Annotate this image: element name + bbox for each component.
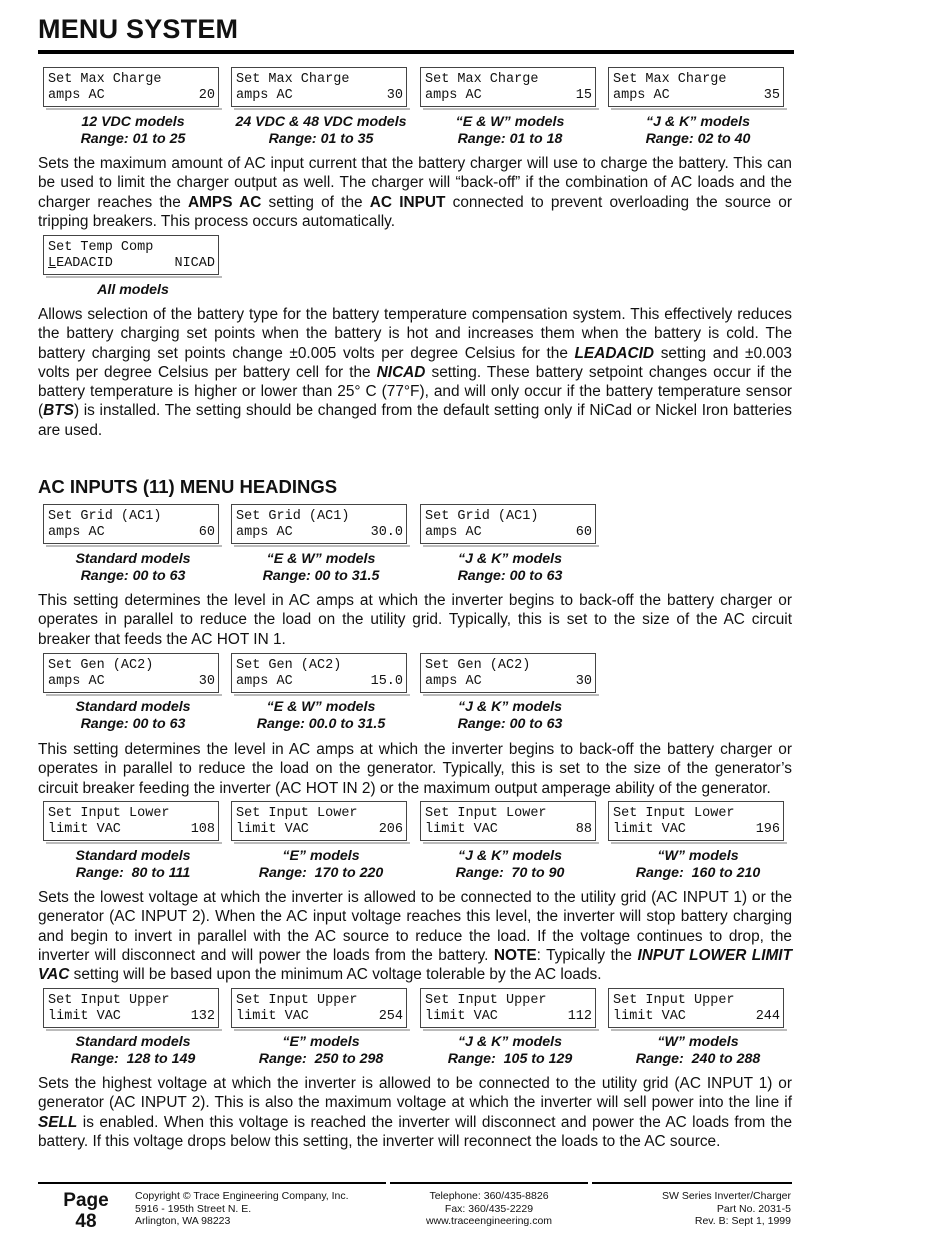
lcd-display-upper-w: [608, 988, 784, 1028]
caption-range: Range: 170 to 220: [258, 865, 384, 881]
caption-model: “J & K” models: [457, 699, 563, 715]
caption-range: Range: 00 to 63: [80, 568, 186, 584]
upper-limit-description: Sets the highest voltage at which the inverter is allowed to be connected to the utility grid (AC INPUT 1) or generator (AC INPUT 2). This is also the maximum voltage at which the inverter will sell power into the line if SELL is enabled. When this voltage is reached the inverter will disconnect and power the AC loads from the battery. If this voltage drops below this setting, the inverter will reconnect the loads to the AC source.: [38, 1075, 792, 1150]
lcd-display-upper-e: [231, 988, 407, 1028]
lcd-value: 244: [755, 1009, 780, 1024]
footer-address-line2: Arlington, WA 98223: [135, 1215, 231, 1228]
caption-upper-w: [610, 1034, 786, 1068]
lcd-line-1: Set Grid (AC1): [236, 509, 350, 524]
caption-model: Standard models: [75, 699, 191, 715]
footer-contact: [390, 1190, 588, 1228]
lcd-value: 108: [190, 822, 215, 837]
lcd-line-1: Set Temp Comp: [48, 240, 154, 255]
caption-grid-standard: [45, 551, 221, 585]
lcd-label: limit VAC: [48, 1009, 121, 1024]
lcd-display-gen-ew: [231, 653, 407, 693]
lcd-value: 88: [575, 822, 592, 837]
footer-part-number: Part No. 2031-5: [716, 1202, 791, 1215]
lcd-display-lower-e: [231, 801, 407, 841]
caption-range: Range: 00 to 63: [457, 568, 563, 584]
caption-model: Standard models: [75, 1034, 191, 1050]
lcd-line-1: Set Grid (AC1): [425, 509, 539, 524]
caption-range: Range: 02 to 40: [645, 131, 751, 147]
lcd-option-rest: EADACID: [56, 256, 113, 271]
lcd-line-1: Set Input Lower: [236, 806, 358, 821]
caption-range: Range: 240 to 288: [635, 1051, 761, 1067]
lcd-display-max-charge-24-48vdc: [231, 67, 407, 107]
caption-model: “J & K” models: [645, 114, 751, 130]
caption-model: “J & K” models: [457, 551, 563, 567]
caption-max-charge-12vdc: [45, 114, 221, 148]
lcd-label: limit VAC: [236, 1009, 309, 1024]
lcd-option-nicad: NICAD: [174, 256, 215, 271]
lcd-value: 60: [198, 525, 215, 540]
lcd-label: amps AC: [425, 525, 482, 540]
caption-model: Standard models: [75, 848, 191, 864]
lcd-value: 254: [378, 1009, 403, 1024]
caption-range: Range: 01 to 18: [457, 131, 563, 147]
caption-max-charge-24-48vdc: [221, 114, 421, 148]
lcd-value: 196: [755, 822, 780, 837]
footer-product: [592, 1190, 791, 1228]
lcd-label: limit VAC: [613, 822, 686, 837]
lcd-line-1: Set Input Upper: [425, 993, 547, 1008]
lcd-display-max-charge-jk: [608, 67, 784, 107]
lcd-label: amps AC: [236, 525, 293, 540]
lower-limit-description: Sets the lowest voltage at which the inverter is allowed to be connected to the utility grid (AC INPUT 1) or the generator (AC INPUT 2). When the AC input voltage reaches this level, the inverter will stop battery charging and begin to invert in parallel with the AC source to reduce the load. If the voltage continues to drop, the inverter will disconnect and will power the loads from the battery. NOTE: Typically the INPUT LOWER LIMIT VAC setting will be based upon the minimum AC voltage tolerable by the AC loads.: [38, 889, 792, 984]
footer-fax: Fax: 360/435-2229: [444, 1202, 534, 1215]
lcd-display-grid-ew: [231, 504, 407, 544]
footer-product-name: SW Series Inverter/Charger: [662, 1190, 791, 1202]
caption-model: “E & W” models: [266, 551, 376, 567]
lcd-line-1: Set Input Upper: [48, 993, 170, 1008]
caption-range: Range: 70 to 90: [455, 865, 565, 881]
lcd-line-1: Set Input Upper: [613, 993, 735, 1008]
lcd-value: 30: [575, 674, 592, 689]
lcd-value: 112: [567, 1009, 592, 1024]
lcd-line-1: Set Input Upper: [236, 993, 358, 1008]
caption-range: Range: 105 to 129: [447, 1051, 573, 1067]
caption-model: Standard models: [75, 551, 191, 567]
footer-address-line1: 5916 - 195th Street N. E.: [135, 1202, 252, 1215]
caption-lower-standard: [45, 848, 221, 882]
lcd-label: amps AC: [236, 88, 293, 103]
lcd-line-1: Set Gen (AC2): [48, 658, 154, 673]
lcd-display-grid-standard: [43, 504, 219, 544]
lcd-value: 15: [575, 88, 592, 103]
lcd-display-gen-standard: [43, 653, 219, 693]
lcd-display-lower-w: [608, 801, 784, 841]
lcd-display-upper-standard: [43, 988, 219, 1028]
page-title: MENU SYSTEM: [38, 14, 239, 44]
lcd-value: 132: [190, 1009, 215, 1024]
lcd-line-1: Set Grid (AC1): [48, 509, 162, 524]
caption-upper-e: [233, 1034, 409, 1068]
page-label: Page: [63, 1190, 109, 1211]
lcd-line-1: Set Max Charge: [613, 72, 727, 87]
caption-gen-ew: [233, 699, 409, 733]
lcd-display-upper-jk: [420, 988, 596, 1028]
lcd-display-lower-standard: [43, 801, 219, 841]
lcd-label: limit VAC: [425, 1009, 498, 1024]
lcd-value: 206: [378, 822, 403, 837]
caption-model: “E & W” models: [266, 699, 376, 715]
caption-max-charge-jk: [610, 114, 786, 148]
caption-model: “J & K” models: [457, 1034, 563, 1050]
lcd-line-1: Set Gen (AC2): [236, 658, 342, 673]
lcd-display-temp-comp: [43, 235, 219, 275]
page-number: 48: [75, 1211, 97, 1232]
footer-rule-right: [592, 1182, 792, 1184]
lcd-value: 20: [198, 88, 215, 103]
lcd-label: amps AC: [236, 674, 293, 689]
section-heading-ac-inputs: AC INPUTS (11) MENU HEADINGS: [38, 476, 338, 497]
lcd-value: 15.0: [370, 674, 403, 689]
caption-upper-standard: [45, 1034, 221, 1068]
temp-comp-description: Allows selection of the battery type for the battery temperature compensation system. This effectively reduces the battery charging set points when the battery is hot and increases them when the battery is cold. The battery charging set points change ±0.005 volts per degree Celsius for the LEADACID setting and ±0.003 volts per degree Celsius per battery cell for the NICAD setting. These battery setpoint changes occur if the battery temperature is higher or lower than 25° C (77°F), and will only occur if the battery temperature sensor (BTS) is installed. The setting should be changed from the default setting only if NiCad or Nickel Iron batteries are used.: [38, 306, 792, 439]
caption-range: Range: 01 to 35: [268, 131, 374, 147]
lcd-label: amps AC: [48, 674, 105, 689]
gen-description: This setting determines the level in AC amps at which the inverter begins to back-off the battery charger or operates in parallel to reduce the load on the generator. Typically, this is set to the size of the generator’s circuit breaker feeding the inverter (AC HOT IN 2) or the maximum output amperage ability of the generator.: [38, 741, 792, 797]
caption-range: Range: 128 to 149: [70, 1051, 196, 1067]
caption-gen-jk: [422, 699, 598, 733]
lcd-label: limit VAC: [613, 1009, 686, 1024]
caption-model: 12 VDC models: [81, 114, 185, 130]
caption-max-charge-ew: [422, 114, 598, 148]
caption-lower-jk: [422, 848, 598, 882]
lcd-value: 35: [763, 88, 780, 103]
lcd-display-lower-jk: [420, 801, 596, 841]
lcd-line-1: Set Input Lower: [613, 806, 735, 821]
caption-model: All models: [97, 282, 169, 298]
lcd-label: limit VAC: [425, 822, 498, 837]
caption-upper-jk: [422, 1034, 598, 1068]
title-rule: [38, 50, 794, 54]
footer-rule-middle: [390, 1182, 588, 1184]
footer-rule-left: [38, 1182, 386, 1184]
caption-model: 24 VDC & 48 VDC models: [235, 114, 407, 130]
caption-model: “W” models: [657, 1034, 739, 1050]
caption-lower-w: [610, 848, 786, 882]
lcd-label: amps AC: [425, 674, 482, 689]
lcd-label: limit VAC: [48, 822, 121, 837]
lcd-line-1: Set Max Charge: [236, 72, 350, 87]
caption-model: “E & W” models: [455, 114, 565, 130]
caption-model: “W” models: [657, 848, 739, 864]
caption-lower-e: [233, 848, 409, 882]
lcd-display-gen-jk: [420, 653, 596, 693]
lcd-label: amps AC: [48, 88, 105, 103]
lcd-value: 30: [198, 674, 215, 689]
footer-revision: Rev. B: Sept 1, 1999: [694, 1215, 791, 1228]
caption-gen-standard: [45, 699, 221, 733]
caption-range: Range: 01 to 25: [80, 131, 186, 147]
lcd-label: amps AC: [425, 88, 482, 103]
lcd-value: 60: [575, 525, 592, 540]
lcd-value: 30.0: [370, 525, 403, 540]
caption-range: Range: 00 to 31.5: [262, 568, 380, 584]
caption-temp-comp: [45, 282, 221, 299]
cursor-underline: L: [48, 256, 57, 271]
lcd-value: 30: [386, 88, 403, 103]
max-charge-description: Sets the maximum amount of AC input current that the battery charger will use to charge the battery. This can be used to limit the charger output as well. The charger will “back-off” if the combination of AC loads and the charger reaches the AMPS AC setting of the AC INPUT connected to prevent overloading the source or tripping breakers. This process occurs automatically.: [38, 155, 792, 230]
footer-website: www.traceengineering.com: [425, 1215, 553, 1228]
lcd-line-1: Set Gen (AC2): [425, 658, 531, 673]
lcd-line-1: Set Max Charge: [425, 72, 539, 87]
lcd-display-grid-jk: [420, 504, 596, 544]
lcd-option-leadacid: [48, 256, 113, 272]
caption-range: Range: 160 to 210: [635, 865, 761, 881]
lcd-label: amps AC: [48, 525, 105, 540]
lcd-label: amps AC: [613, 88, 670, 103]
caption-grid-jk: [422, 551, 598, 585]
caption-model: “E” models: [282, 1034, 360, 1050]
lcd-line-1: Set Input Lower: [425, 806, 547, 821]
caption-model: “J & K” models: [457, 848, 563, 864]
lcd-display-max-charge-ew: [420, 67, 596, 107]
footer-phone: Telephone: 360/435-8826: [429, 1190, 549, 1202]
lcd-label: limit VAC: [236, 822, 309, 837]
footer-copyright: Copyright © Trace Engineering Company, Inc.: [135, 1190, 349, 1202]
caption-grid-ew: [233, 551, 409, 585]
lcd-display-max-charge-12vdc: [43, 67, 219, 107]
footer-company: [135, 1190, 349, 1228]
caption-range: Range: 00 to 63: [457, 716, 563, 732]
caption-range: Range: 250 to 298: [258, 1051, 384, 1067]
caption-model: “E” models: [282, 848, 360, 864]
lcd-line-1: Set Max Charge: [48, 72, 162, 87]
page-number-block: [38, 1190, 134, 1232]
caption-range: Range: 00.0 to 31.5: [256, 716, 386, 732]
lcd-line-1: Set Input Lower: [48, 806, 170, 821]
caption-range: Range: 80 to 111: [75, 865, 191, 881]
caption-range: Range: 00 to 63: [80, 716, 186, 732]
grid-description: This setting determines the level in AC amps at which the inverter begins to back-off the battery charger or operates in parallel to reduce the load on the utility grid. Typically, this is set to the size of the AC circuit breaker that feeds the AC HOT IN 1.: [38, 592, 792, 648]
